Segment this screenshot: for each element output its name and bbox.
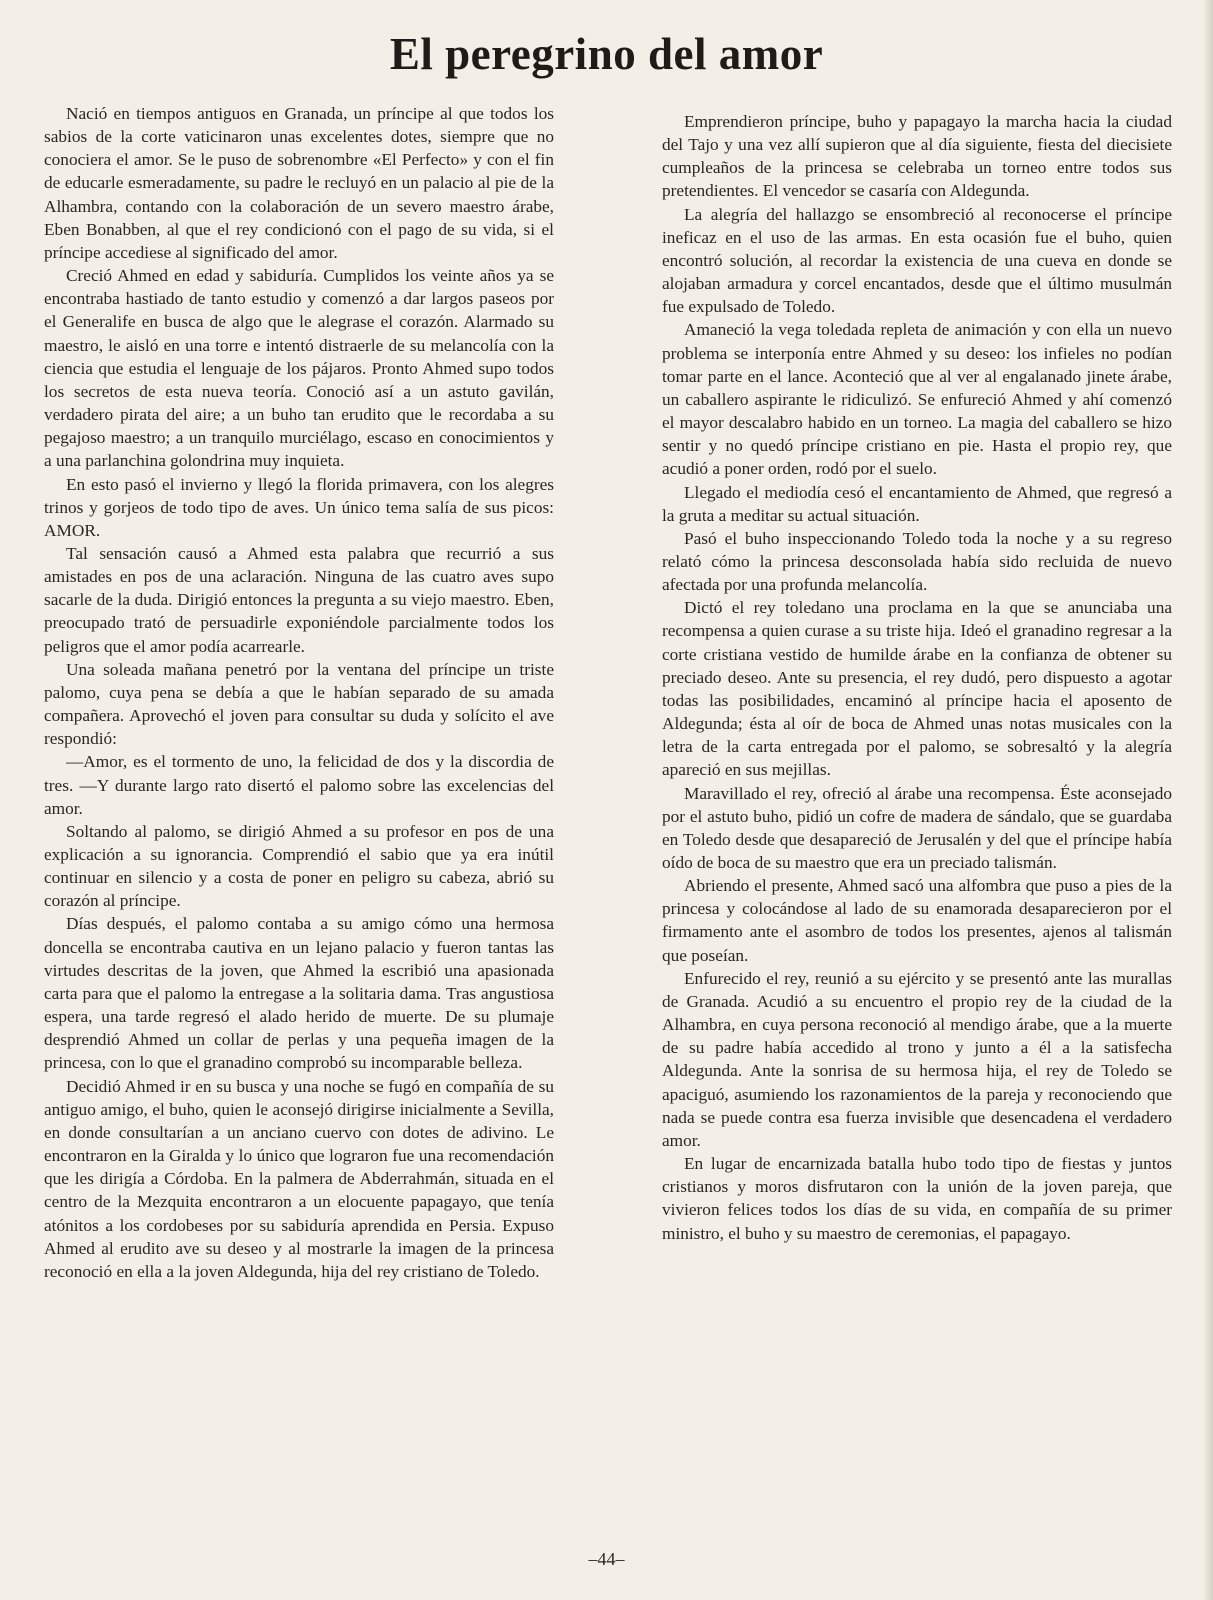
- paragraph: Amaneció la vega toledada repleta de animación y con ella un nuevo problema se interponía entre Ahmed y su deseo: los infieles no podían tomar parte en el lance. Aconteció que al ver al engalanado jinete árabe, un caballero aspirante le ridiculizó. Se enfureció Ahmed y ahí comenzó el mayor descalabro habido en un torneo. La magia del caballero se hizo sentir y no quedó príncipe cristiano en pie. Hasta el propio rey, que acudió a poner orden, rodó por el suelo.: [662, 320, 1172, 479]
- page-edge-shadow: [1203, 0, 1213, 1600]
- paragraph: Una soleada mañana penetró por la ventana del príncipe un triste palomo, cuya pena se debía a que le habían separado de su amada compañera. Aprovechó el joven para consultar su duda y solícito el ave respondió:: [44, 659, 554, 749]
- page-number: –44–: [588, 1549, 625, 1569]
- left-column: [44, 102, 554, 1283]
- paragraph: Nació en tiempos antiguos en Granada, un príncipe al que todos los sabios de la corte vaticinaron unas excelentes dotes, siempre que no conociera el amor. Se le puso de sobrenombre «El Perfecto» y con el fin de educarle esmeradamente, su padre le recluyó en un palacio al pie de la Alhambra, contando con la colaboración de un severo maestro árabe, Eben Bonabben, al que el rey condicionó con el pago de su vida, si el príncipe accediese al significado del amor.: [44, 104, 554, 262]
- paragraph: Creció Ahmed en edad y sabiduría. Cumplidos los veinte años ya se encontraba hastiado de tanto estudio y comenzó a dar largos paseos por el Generalife en busca de algo que le alegrase el corazón. Alarmado su maestro, le aisló en una torre e intentó distraerle de su melancolía con la ciencia que estudia el lenguaje de los pájaros. Pronto Ahmed supo todos los secretos de esta nueva teoría. Conoció así a un astuto gavilán, verdadero pirata del aire; a un buho tan erudito que le recordaba a su pegajoso maestro; a un tranquilo murciélago, escaso en conocimientos y a una parlanchina golondrina muy inquieta.: [44, 266, 554, 471]
- paragraph: —Amor, es el tormento de uno, la felicidad de dos y la discordia de tres. —Y durante largo rato disertó el palomo sobre las excelencias del amor.: [44, 752, 554, 818]
- paragraph: Maravillado el rey, ofreció al árabe una recompensa. Éste aconsejado por el astuto buho, pidió un cofre de madera de sándalo, que se guardaba en Toledo desde que desapareció de Jerusalén y del que el príncipe había oído de boca de su maestro que era un preciado talismán.: [662, 783, 1172, 872]
- paragraph: En lugar de encarnizada batalla hubo todo tipo de fiestas y juntos cristianos y moros disfrutaron con la unión de la joven pareja, que vivieron felices todos los días de su vida, en compañía de su primer ministro, el buho y su maestro de ceremonias, el papagayo.: [662, 1154, 1172, 1243]
- paragraph: Soltando al palomo, se dirigió Ahmed a su profesor en pos de una explicación a su ignorancia. Comprendió el sabio que ya era inútil continuar en silencio y a costa de poner en peligro su cabeza, abrió su corazón al príncipe.: [44, 821, 554, 911]
- paragraph: En esto pasó el invierno y llegó la florida primavera, con los alegres trinos y gorjeos de todo tipo de aves. Un único tema salía de sus picos: AMOR.: [44, 474, 554, 540]
- paragraph: Enfurecido el rey, reunió a su ejército y se presentó ante las murallas de Granada. Acudió a su encuentro el propio rey de la ciudad de la Alhambra, en cuya persona reconoció al mendigo árabe, que a la muerte de su padre había accedido al trono y junto a él a la satisfecha Aldegunda. Ante la sonrisa de su hermosa hija, el rey de Toledo se apaciguó, asumiendo los razonamientos de la pareja y reconociendo que nada se puede contra esa fuerza invisible que desencadena el verdadero amor.: [662, 968, 1172, 1150]
- paragraph: Días después, el palomo contaba a su amigo cómo una hermosa doncella se encontraba cautiva en un lejano palacio y fueron tantas las virtudes descritas de la joven, que Ahmed la escribió una apasionada carta para que el palomo la entregase a la solitaria dama. Tras angustiosa espera, una tarde regresó el alado herido de muerte. De su plumaje desprendió Ahmed un collar de perlas y una pequeña imagen de la princesa, con lo que el granadino comprobó su incomparable belleza.: [44, 914, 554, 1073]
- paragraph: Tal sensación causó a Ahmed esta palabra que recurrió a sus amistades en pos de una aclaración. Ninguna de las cuatro aves supo sacarle de la duda. Dirigió entonces la pregunta a su viejo maestro. Eben, preocupado trató de persuadirle exponiéndole parcialmente todos los peligros que el amor podía acarrearle.: [44, 543, 554, 656]
- page-title: El peregrino del amor: [389, 29, 824, 79]
- paragraph: Decidió Ahmed ir en su busca y una noche se fugó en compañía de su antiguo amigo, el buho, quien le aconsejó dirigirse inicialmente a Sevilla, en donde consultarían a un anciano cuervo con dotes de adivino. Le encontraron en la Giralda y lo único que lograron fue una recomendación que les dirigía a Córdoba. En la palmera de Abderrahmán, situada en el centro de la Mezquita encontraron a un elocuente papagayo, que tenía atónitos a los cordobeses por su sabiduría aprendida en Persia. Expuso Ahmed al erudito ave su deseo y al mostrarle la imagen de la princesa reconoció en ella a la joven Aldegunda, hija del rey cristiano de Toledo.: [44, 1076, 554, 1281]
- paragraph: La alegría del hallazgo se ensombreció al reconocerse el príncipe ineficaz en el uso de las armas. En esta ocasión fue el buho, quien encontró solución, al recordar la existencia de una cueva en donde se alojaban armadura y corcel encantados, desde que el último musulmán fue expulsado de Toledo.: [662, 204, 1172, 317]
- right-column: [662, 110, 1172, 1245]
- paragraph: Pasó el buho inspeccionando Toledo toda la noche y a su regreso relató cómo la princesa desconsolada había sido recluida de nuevo afectada por una profunda melancolía.: [662, 528, 1172, 595]
- paragraph: Abriendo el presente, Ahmed sacó una alfombra que puso a pies de la princesa y colocándose al lado de su enamorada desaparecieron por el firmamento ante el asombro de todos los presentes, ajenos al talismán que poseían.: [662, 876, 1172, 965]
- paragraph: Llegado el mediodía cesó el encantamiento de Ahmed, que regresó a la gruta a meditar su actual situación.: [662, 482, 1172, 525]
- paragraph: Emprendieron príncipe, buho y papagayo la marcha hacia la ciudad del Tajo y una vez allí supieron que al día siguiente, fiesta del diecisiete cumpleaños de la princesa se celebraba un torneo entre todos sus pretendientes. El vencedor se casaría con Aldegunda.: [662, 112, 1172, 201]
- paragraph: Dictó el rey toledano una proclama en la que se anunciaba una recompensa a quien curase a su triste hija. Ideó el granadino regresar a la corte cristiana vestido de humilde árabe en la confianza de obtener su preciado deseo. Ante su presencia, el rey dudó, pero dispuesto a agotar todas las posibilidades, encaminó al príncipe hacia el aposento de Aldegunda; ésta al oír de boca de Ahmed unas notas musicales con la letra de la carta entregada por el palomo, se sobresaltó y la alegría apareció en sus mejillas.: [662, 598, 1172, 780]
